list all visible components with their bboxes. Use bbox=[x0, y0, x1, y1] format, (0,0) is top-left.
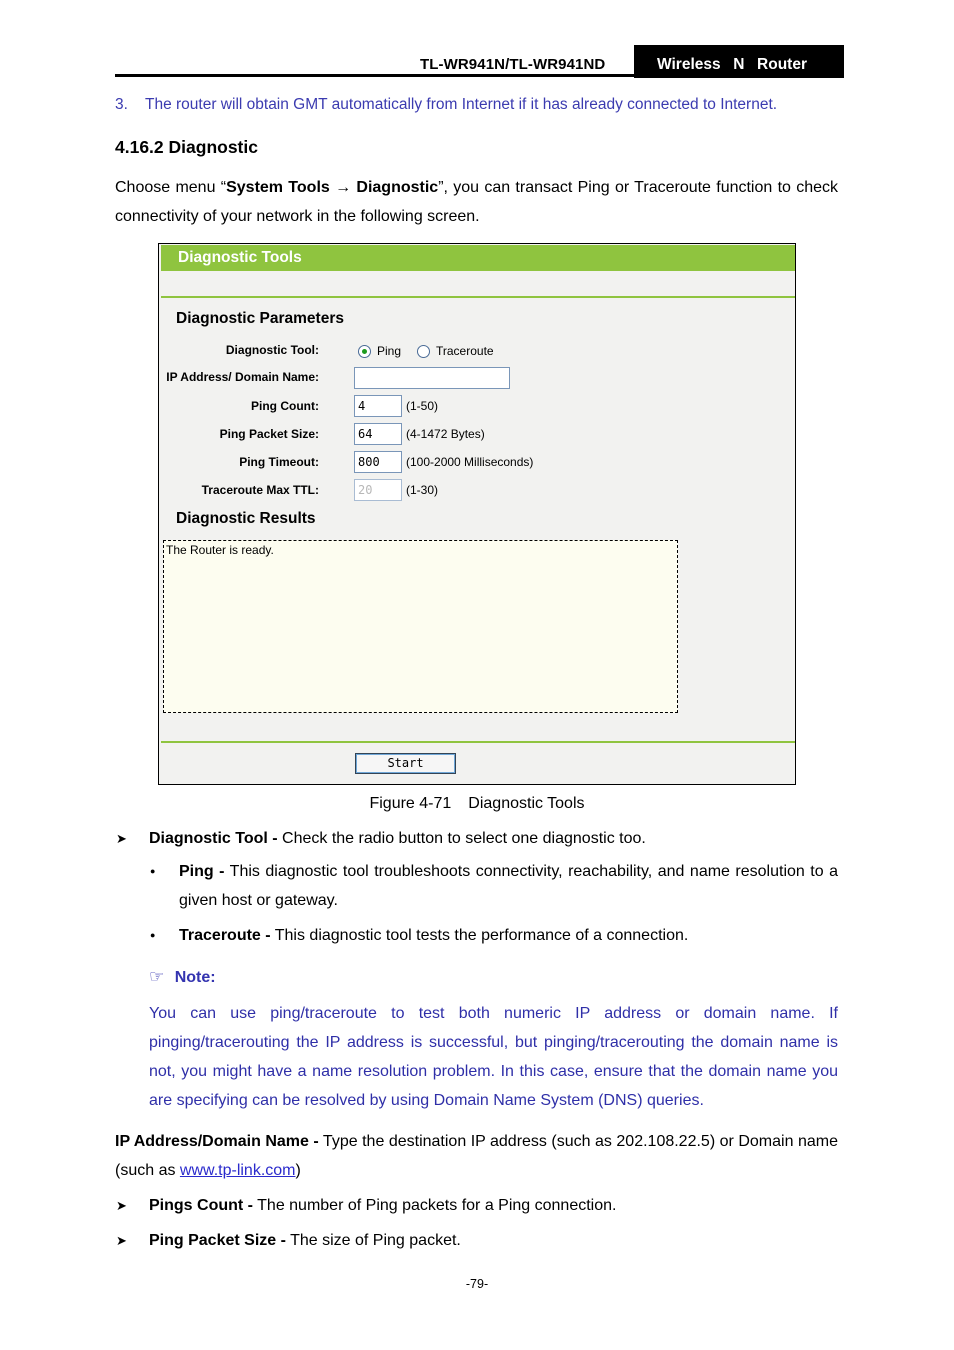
note-label: Note: bbox=[174, 969, 216, 986]
tp-link-website-link[interactable]: www.tp-link.com bbox=[179, 1162, 296, 1179]
bullet-diagnostic-tool bbox=[149, 824, 838, 853]
figure-title: Diagnostic Tools bbox=[178, 249, 302, 266]
figure-divider-top bbox=[161, 296, 795, 298]
bullet-desc: This diagnostic tool tests the performance of a connection. bbox=[270, 927, 689, 944]
dot-bullet-icon: ● bbox=[150, 866, 156, 876]
header-product-label: Wireless N Router bbox=[634, 45, 844, 78]
figure-title-bar bbox=[161, 245, 795, 271]
figure-caption bbox=[0, 795, 954, 813]
diagnostic-results-box: The Router is ready. bbox=[163, 540, 678, 713]
dot-bullet-icon: ● bbox=[150, 930, 156, 940]
ping-packet-size-input[interactable]: 64 bbox=[354, 423, 402, 445]
traceroute-max-ttl-input[interactable]: 20 bbox=[354, 479, 402, 501]
label-ip-domain: IP Address/ Domain Name: bbox=[166, 370, 319, 384]
ip-domain-close: ) bbox=[295, 1162, 301, 1179]
menu-diagnostic: Diagnostic bbox=[356, 179, 439, 196]
arrow-bullet-icon: ➤ bbox=[116, 1233, 127, 1248]
ip-domain-term: IP Address/Domain Name - bbox=[115, 1133, 319, 1150]
diagnostic-tools-screenshot bbox=[158, 243, 796, 785]
intro-text-end: ”, you can transact Ping or Traceroute function to check connectivity of your network in the following screen. bbox=[115, 179, 839, 225]
ping-count-hint: (1-50) bbox=[406, 399, 439, 413]
figure-divider-bottom bbox=[161, 741, 795, 743]
figure-number: Figure 4-71 bbox=[369, 795, 452, 812]
note-text: You can use ping/traceroute to test both numeric IP address or domain name. If pinging/tracerouting the IP address is successful, but pinging/tracerouting the domain name is not, you might have a name resolution problem. In this case, ensure that the domain name you are specifying can be resolved by using Domain Name System (DNS) queries. bbox=[149, 1005, 838, 1109]
bullet-term: Pings Count - bbox=[149, 1197, 253, 1214]
figure-caption-text: Diagnostic Tools bbox=[468, 795, 585, 812]
results-heading: Diagnostic Results bbox=[176, 510, 316, 527]
note-heading bbox=[149, 967, 216, 987]
header-model: TL-WR941N/TL-WR941ND bbox=[420, 56, 606, 73]
label-ping-count: Ping Count: bbox=[251, 399, 319, 413]
radio-traceroute-label: Traceroute bbox=[436, 344, 494, 358]
bullet-desc: Check the radio button to select one diagnostic too. bbox=[277, 830, 646, 847]
bullet-ping-packet-size bbox=[149, 1226, 461, 1255]
bullet-term: Ping Packet Size - bbox=[149, 1232, 286, 1249]
label-ping-timeout: Ping Timeout: bbox=[239, 455, 319, 469]
bullet-term: Ping - bbox=[179, 863, 225, 880]
page-number: -79- bbox=[465, 1277, 489, 1291]
section-title: 4.16.2 Diagnostic bbox=[115, 137, 258, 157]
traceroute-max-ttl-hint: (1-30) bbox=[406, 483, 439, 497]
ip-domain-paragraph bbox=[115, 1127, 838, 1185]
pointing-hand-icon: ☞ bbox=[149, 967, 165, 986]
radio-ping-label: Ping bbox=[377, 344, 402, 358]
label-ping-packet-size: Ping Packet Size: bbox=[219, 427, 319, 441]
ping-packet-size-hint: (4-1472 Bytes) bbox=[406, 427, 485, 441]
bullet-ping bbox=[179, 857, 838, 915]
label-diagnostic-tool: Diagnostic Tool: bbox=[225, 343, 319, 357]
list-number: 3. bbox=[115, 96, 128, 113]
params-heading: Diagnostic Parameters bbox=[176, 310, 344, 327]
bullet-desc: The number of Ping packets for a Ping connection. bbox=[252, 1197, 617, 1214]
radio-ping[interactable] bbox=[358, 345, 371, 358]
arrow-bullet-icon: ➤ bbox=[116, 831, 127, 846]
bullet-term: Traceroute - bbox=[179, 927, 271, 944]
header-rule bbox=[115, 74, 844, 77]
list-text: The router will obtain GMT automatically from Internet if it has already connected to Internet. bbox=[145, 96, 778, 113]
bullet-desc: This diagnostic tool troubleshoots connectivity, reachability, and name resolution to a given host or gateway. bbox=[179, 863, 839, 909]
bullet-desc: The size of Ping packet. bbox=[285, 1232, 461, 1249]
list-item-3 bbox=[115, 96, 777, 114]
bullet-term: Diagnostic Tool - bbox=[149, 830, 278, 847]
start-button[interactable]: Start bbox=[355, 753, 456, 774]
radio-traceroute[interactable] bbox=[417, 345, 430, 358]
ping-count-input[interactable]: 4 bbox=[354, 395, 402, 417]
bullet-traceroute bbox=[179, 921, 838, 950]
ip-domain-input[interactable] bbox=[354, 367, 510, 389]
ping-timeout-input[interactable]: 800 bbox=[354, 451, 402, 473]
arrow-bullet-icon: ➤ bbox=[116, 1198, 127, 1213]
bullet-pings-count bbox=[149, 1191, 616, 1220]
label-traceroute-max-ttl: Traceroute Max TTL: bbox=[201, 483, 319, 497]
intro-paragraph bbox=[115, 173, 838, 231]
ip-domain-desc: Type the destination IP address (such as 202.108.22.5) or Domain name (such as bbox=[115, 1133, 838, 1179]
menu-arrow-icon: → bbox=[335, 179, 352, 196]
menu-system-tools: System Tools bbox=[226, 179, 330, 196]
intro-text-start: Choose menu “ bbox=[115, 179, 227, 196]
ping-timeout-hint: (100-2000 Milliseconds) bbox=[406, 455, 534, 469]
